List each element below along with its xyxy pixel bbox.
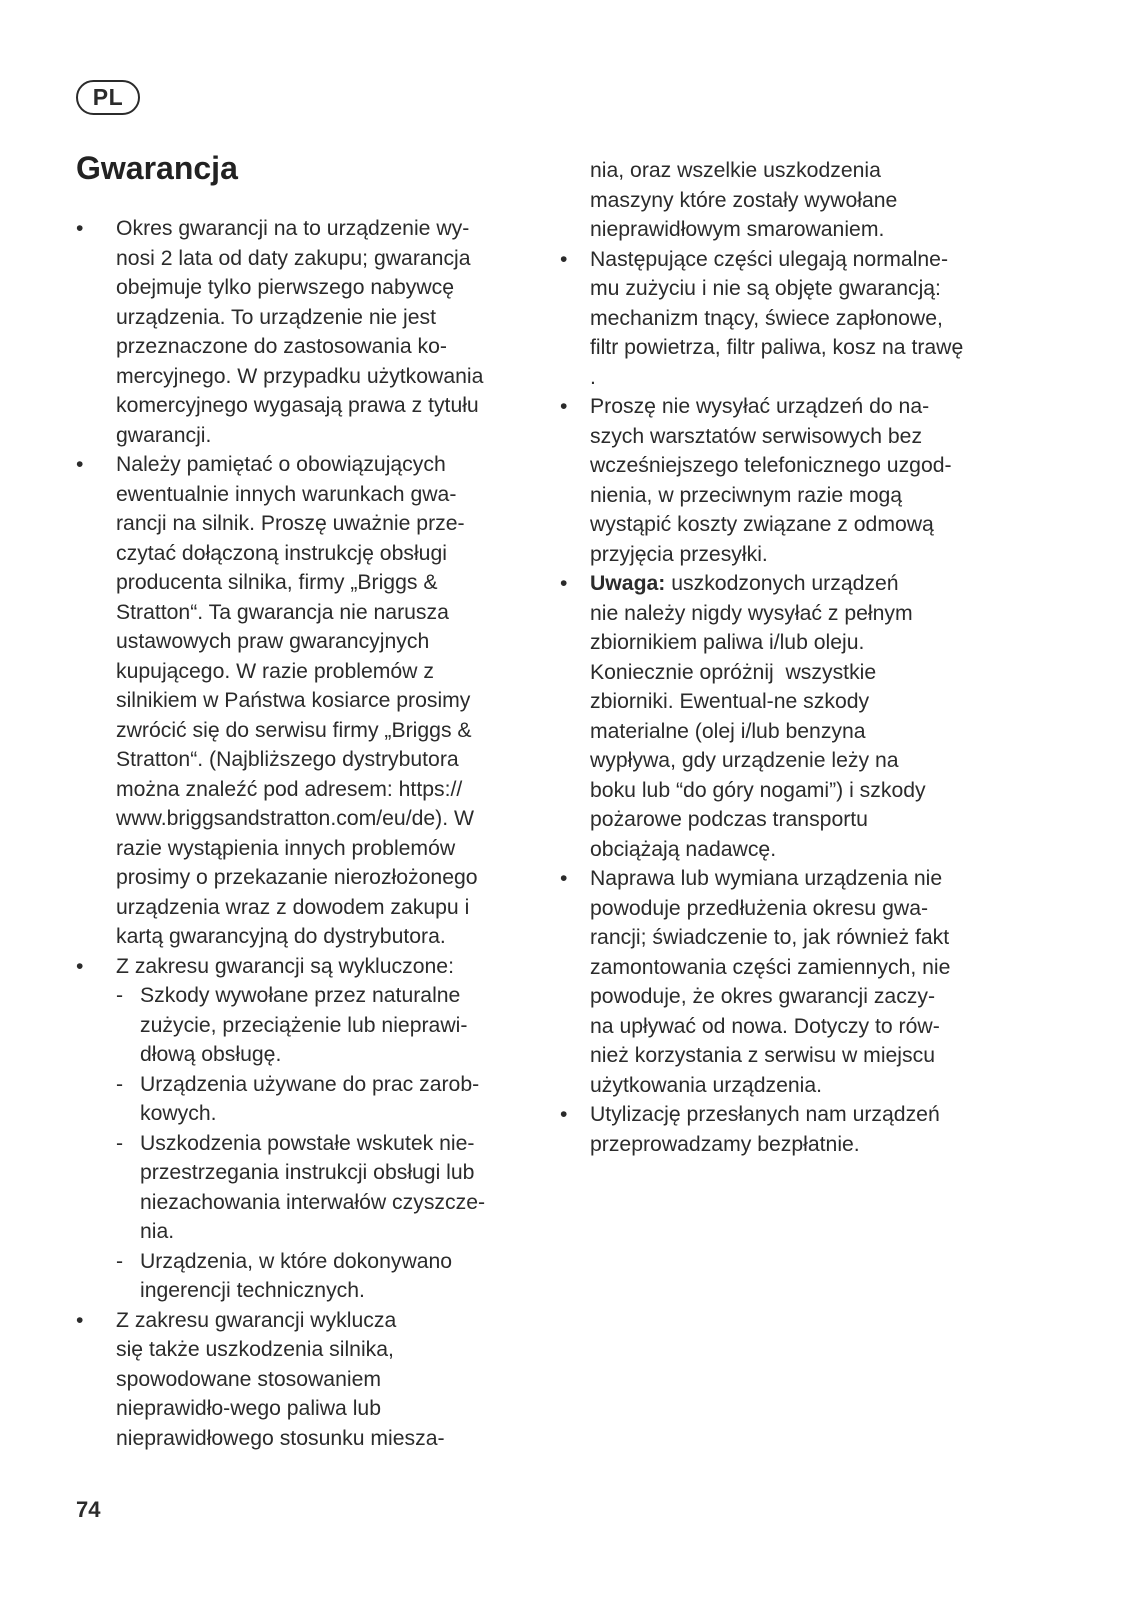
text-line [560,894,1030,924]
line-text: kartą gwarancyjną do dystrybutora. [116,925,446,948]
text-line [560,333,1030,363]
line-text: kowych. [140,1102,217,1125]
text-line [76,1099,536,1129]
text-line [560,481,1030,511]
line-text: kupującego. W razie problemów z [116,659,434,683]
line-text: prosimy o przekazanie nierozłożonego [116,866,478,889]
line-text: mechanizm tnący, świece zapłonowe, [590,306,943,330]
left-column [76,214,536,1453]
line-text: Stratton“. Ta gwarancja nie narusza [116,600,449,624]
line-text: materialne (olej i/lub benzyna [590,719,866,743]
text-line [560,392,1030,422]
emphasis-label: Uwaga: [590,572,666,595]
line-text: wcześniejszego telefonicznego uzgod- [590,454,952,477]
text-line [76,1188,536,1218]
line-text: razie wystąpienia innych problemów [116,836,456,860]
line-text: . [590,365,596,389]
bullet-marker: • [76,453,84,476]
line-text: www.briggsandstratton.com/eu/de). W [116,807,474,830]
bullet-marker: • [560,572,568,595]
text-line [560,510,1030,540]
line-text: urządzenia. To urządzenie nie jest [116,305,436,329]
text-line [560,746,1030,776]
text-line [560,274,1030,304]
line-text: przyjęcia przesyłki. [590,542,768,566]
text-line [76,1129,536,1159]
line-text: Naprawa lub wymiana urządzenia nie [590,867,943,890]
text-line [560,156,1030,186]
dash-marker: - [116,1131,124,1155]
text-line [76,745,536,775]
text-line [560,1100,1030,1130]
line-text: wypływa, gdy urządzenie leży na [590,749,899,772]
text-line [76,1335,536,1365]
line-text: użytkowania urządzenia. [590,1073,823,1097]
line-text: wystąpić koszty związane z odmową [590,513,934,536]
text-line [76,598,536,628]
text-line [76,716,536,746]
line-text: Urządzenia używane do prac zarob- [140,1072,480,1096]
text-line [76,539,536,569]
page-title: Gwarancja [76,150,238,186]
text-line [76,775,536,805]
text-line [76,1394,536,1424]
line-text: szych warsztatów serwisowych bez [590,424,923,448]
text-line [76,568,536,598]
text-line [76,1276,536,1306]
line-text: Należy pamiętać o obowiązujących [116,453,446,476]
line-text: spowodowane stosowaniem [116,1367,381,1391]
language-code: PL [92,84,124,110]
bullet-marker: • [76,954,84,978]
text-line [76,509,536,539]
text-line [560,776,1030,806]
text-line [76,863,536,893]
text-line [76,1424,536,1454]
line-text: się także uszkodzenia silnika, [116,1338,394,1361]
bullet-marker: • [560,1103,568,1126]
text-line [76,332,536,362]
line-text: Koniecznie opróżnij wszystkie [590,660,877,684]
line-text: rancji; świadczenie to, jak również fakt [590,926,950,949]
line-text: silnikiem w Państwa kosiarce prosimy [116,689,471,712]
text-line [76,303,536,333]
line-text: Z zakresu gwarancji są wykluczone: [116,954,454,978]
text-line [560,422,1030,452]
line-text: na upływać od nowa. Dotyczy to rów- [590,1014,940,1038]
line-text: ustawowych praw gwarancyjnych [116,630,430,653]
text-line [76,1306,536,1336]
line-text: Okres gwarancji na to urządzenie wy- [116,217,470,240]
text-line [76,1040,536,1070]
line-text: Szkody wywołane przez naturalne [140,984,461,1007]
line-text: nienia, w przeciwnym razie mogą [590,483,903,507]
line-text: mu zużyciu i nie są objęte gwarancją: [590,277,941,300]
line-text: ingerencji technicznych. [140,1279,365,1302]
line-text: pożarowe podczas transportu [590,808,868,831]
line-text: ewentualnie innych warunkach gwa- [116,482,457,506]
bullet-marker: • [76,1308,84,1332]
text-line [560,864,1030,894]
bullet-marker: • [560,395,568,418]
text-line [560,304,1030,334]
line-text: obejmuje tylko pierwszego nabywcę [116,276,454,299]
text-line [560,1012,1030,1042]
text-line [76,244,536,274]
text-line [560,953,1030,983]
text-line [76,627,536,657]
bullet-marker: • [76,217,84,240]
line-text: Następujące części ulegają normalne- [590,247,949,271]
text-line [560,599,1030,629]
text-line [560,363,1030,393]
text-line [76,686,536,716]
line-text: gwarancji. [116,423,212,447]
text-line [560,982,1030,1012]
line-text: komercyjnego wygasają prawa z tytułu [116,394,479,417]
text-line [76,450,536,480]
text-line [76,421,536,451]
line-text: uszkodzonych urządzeń [665,572,899,595]
text-line [560,717,1030,747]
text-line [76,952,536,982]
line-text: nie należy nigdy wysyłać z pełnym [590,601,913,625]
text-line [76,1217,536,1247]
text-line [76,1011,536,1041]
line-text: zamontowania części zamiennych, nie [590,955,951,979]
language-badge [76,80,140,115]
text-line [76,804,536,834]
line-text: boku lub “do góry nogami”) i szkody [590,778,926,802]
right-column [560,156,1030,1159]
text-line [560,835,1030,865]
text-line [76,1365,536,1395]
line-text: Z zakresu gwarancji wyklucza [116,1308,397,1332]
text-line [560,215,1030,245]
text-line [560,540,1030,570]
text-line [560,1130,1030,1160]
text-line [76,214,536,244]
text-line [76,273,536,303]
text-line [76,362,536,392]
line-text: nosi 2 lata od daty zakupu; gwarancja [116,246,471,270]
line-text: zbiornikiem paliwa i/lub oleju. [590,631,865,654]
line-text: przeznaczone do zastosowania ko- [116,335,447,358]
line-text: zużycie, przeciążenie lub nieprawi- [140,1013,468,1037]
line-text: rancji na silnik. Proszę uważnie prze- [116,512,465,535]
dash-marker: - [116,984,124,1007]
line-text: Urządzenia, w które dokonywano [140,1249,453,1273]
line-text: przestrzegania instrukcji obsługi lub [140,1161,475,1184]
line-text: zbiorniki. Ewentual-ne szkody [590,690,870,713]
line-text: przeprowadzamy bezpłatnie. [590,1132,860,1156]
dash-marker: - [116,1249,124,1273]
line-text: zwrócić się do serwisu firmy „Briggs & [116,718,472,742]
dash-marker: - [116,1072,124,1096]
text-line [560,569,1030,599]
text-line [560,1071,1030,1101]
text-line [560,658,1030,688]
line-text: Stratton“. (Najbliższego dystrybutora [116,748,459,771]
text-line [76,834,536,864]
text-line [560,628,1030,658]
line-text: Utylizację przesłanych nam urządzeń [590,1103,940,1126]
text-line [76,922,536,952]
line-text: Uszkodzenia powstałe wskutek nie- [140,1131,475,1155]
text-line [76,480,536,510]
line-text: powoduje przedłużenia okresu gwa- [590,896,929,920]
text-line [560,805,1030,835]
text-line [560,451,1030,481]
line-text: mercyjnego. W przypadku użytkowania [116,364,484,388]
line-text: maszyny które zostały wywołane [590,188,898,212]
line-text: nia, oraz wszelkie uszkodzenia [590,159,881,182]
text-line [76,1158,536,1188]
line-text: urządzenia wraz z dowodem zakupu i [116,895,470,919]
line-text: nież korzystania z serwisu w miejscu [590,1044,935,1067]
line-text: producenta silnika, firmy „Briggs & [116,571,438,594]
bullet-marker: • [560,867,568,890]
text-line [560,1041,1030,1071]
line-text: nieprawidło-wego paliwa lub [116,1397,381,1420]
text-line [560,186,1030,216]
line-text: filtr powietrza, filtr paliwa, kosz na trawę [590,336,964,359]
line-text: nieprawidłowego stosunku miesza- [116,1426,445,1450]
text-line [560,923,1030,953]
text-line [76,981,536,1011]
text-line [76,657,536,687]
text-line [76,1247,536,1277]
line-text: powoduje, że okres gwarancji zaczy- [590,985,936,1008]
line-text: nia. [140,1220,175,1243]
line-text: czytać dołączoną instrukcję obsługi [116,541,447,565]
line-text: Proszę nie wysyłać urządzeń do na- [590,395,930,418]
line-text: obciążają nadawcę. [590,837,777,861]
line-text: nieprawidłowym smarowaniem. [590,218,885,241]
text-line [76,1070,536,1100]
text-line [76,893,536,923]
bullet-marker: • [560,247,568,271]
page-number: 74 [76,1497,101,1522]
text-line [76,391,536,421]
text-line [560,687,1030,717]
line-text: dłową obsługę. [140,1043,282,1066]
line-text: można znaleźć pod adresem: https:// [116,777,463,801]
line-text: niezachowania interwałów czyszcze- [140,1190,486,1214]
text-line [560,245,1030,275]
